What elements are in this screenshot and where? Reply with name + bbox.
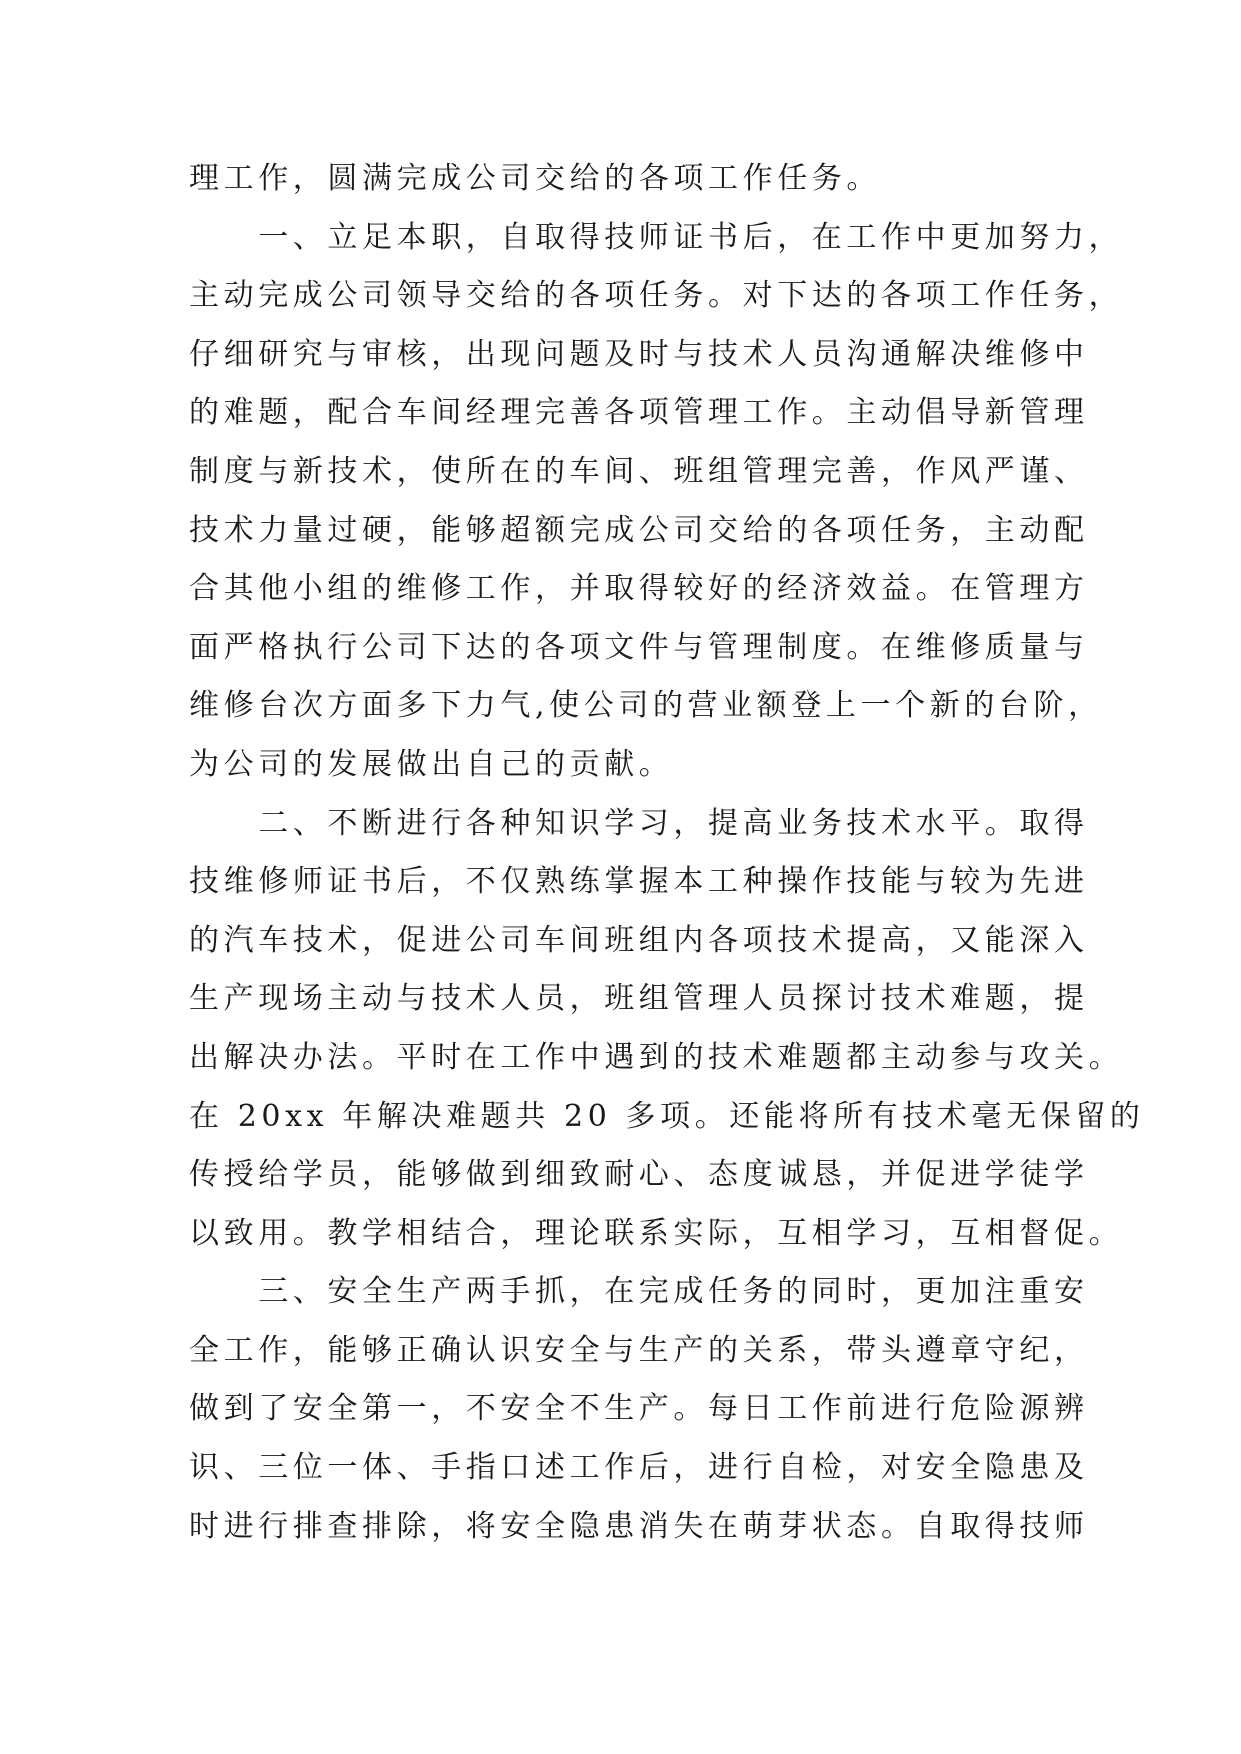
text-line: 生产现场主动与技术人员，班组管理人员探讨技术难题，提 xyxy=(189,981,1089,1017)
text-line: 以致用。教学相结合，理论联系实际，互相学习，互相督促。 xyxy=(189,1215,1124,1251)
text-line: 技术力量过硬，能够超额完成公司交给的各项任务，主动配 xyxy=(189,512,1089,548)
document-body xyxy=(189,150,1145,1556)
text-line: 在 20xx 年解决难题共 20 多项。还能将所有技术毫无保留的 xyxy=(189,1098,1145,1134)
text-line: 维修台次方面多下力气,使公司的营业额登上一个新的台阶， xyxy=(189,688,1103,724)
text-line: 的难题，配合车间经理完善各项管理工作。主动倡导新管理 xyxy=(189,395,1089,431)
text-line: 识、三位一体、手指口述工作后，进行自检，对安全隐患及 xyxy=(189,1450,1089,1486)
text-line: 主动完成公司领导交给的各项任务。对下达的各项工作任务， xyxy=(189,278,1124,314)
text-line: 做到了安全第一，不安全不生产。每日工作前进行危险源辨 xyxy=(189,1391,1089,1427)
text-line: 合其他小组的维修工作，并取得较好的经济效益。在管理方 xyxy=(189,571,1089,607)
text-line: 技维修师证书后，不仅熟练掌握本工种操作技能与较为先进 xyxy=(189,864,1089,900)
text-line: 全工作，能够正确认识安全与生产的关系，带头遵章守纪， xyxy=(189,1332,1089,1368)
text-line: 面严格执行公司下达的各项文件与管理制度。在维修质量与 xyxy=(189,629,1089,665)
text-line: 为公司的发展做出自己的贡献。 xyxy=(189,746,674,782)
text-line: 时进行排查排除，将安全隐患消失在萌芽状态。自取得技师 xyxy=(189,1508,1089,1544)
text-line: 二、不断进行各种知识学习，提高业务技术水平。取得 xyxy=(189,805,1089,841)
text-line: 出解决办法。平时在工作中遇到的技术难题都主动参与攻关。 xyxy=(189,1039,1124,1075)
text-line: 理工作，圆满完成公司交给的各项工作任务。 xyxy=(189,161,881,196)
text-line: 仔细研究与审核，出现问题及时与技术人员沟通解决维修中 xyxy=(189,336,1089,372)
text-line: 传授给学员，能够做到细致耐心、态度诚恳，并促进学徒学 xyxy=(189,1157,1089,1193)
text-line: 一、立足本职，自取得技师证书后，在工作中更加努力， xyxy=(189,219,1124,255)
text-line: 的汽车技术，促进公司车间班组内各项技术提高，又能深入 xyxy=(189,922,1089,958)
text-line: 制度与新技术，使所在的车间、班组管理完善，作风严谨、 xyxy=(189,453,1089,489)
text-line: 三、安全生产两手抓，在完成任务的同时，更加注重安 xyxy=(189,1274,1089,1310)
